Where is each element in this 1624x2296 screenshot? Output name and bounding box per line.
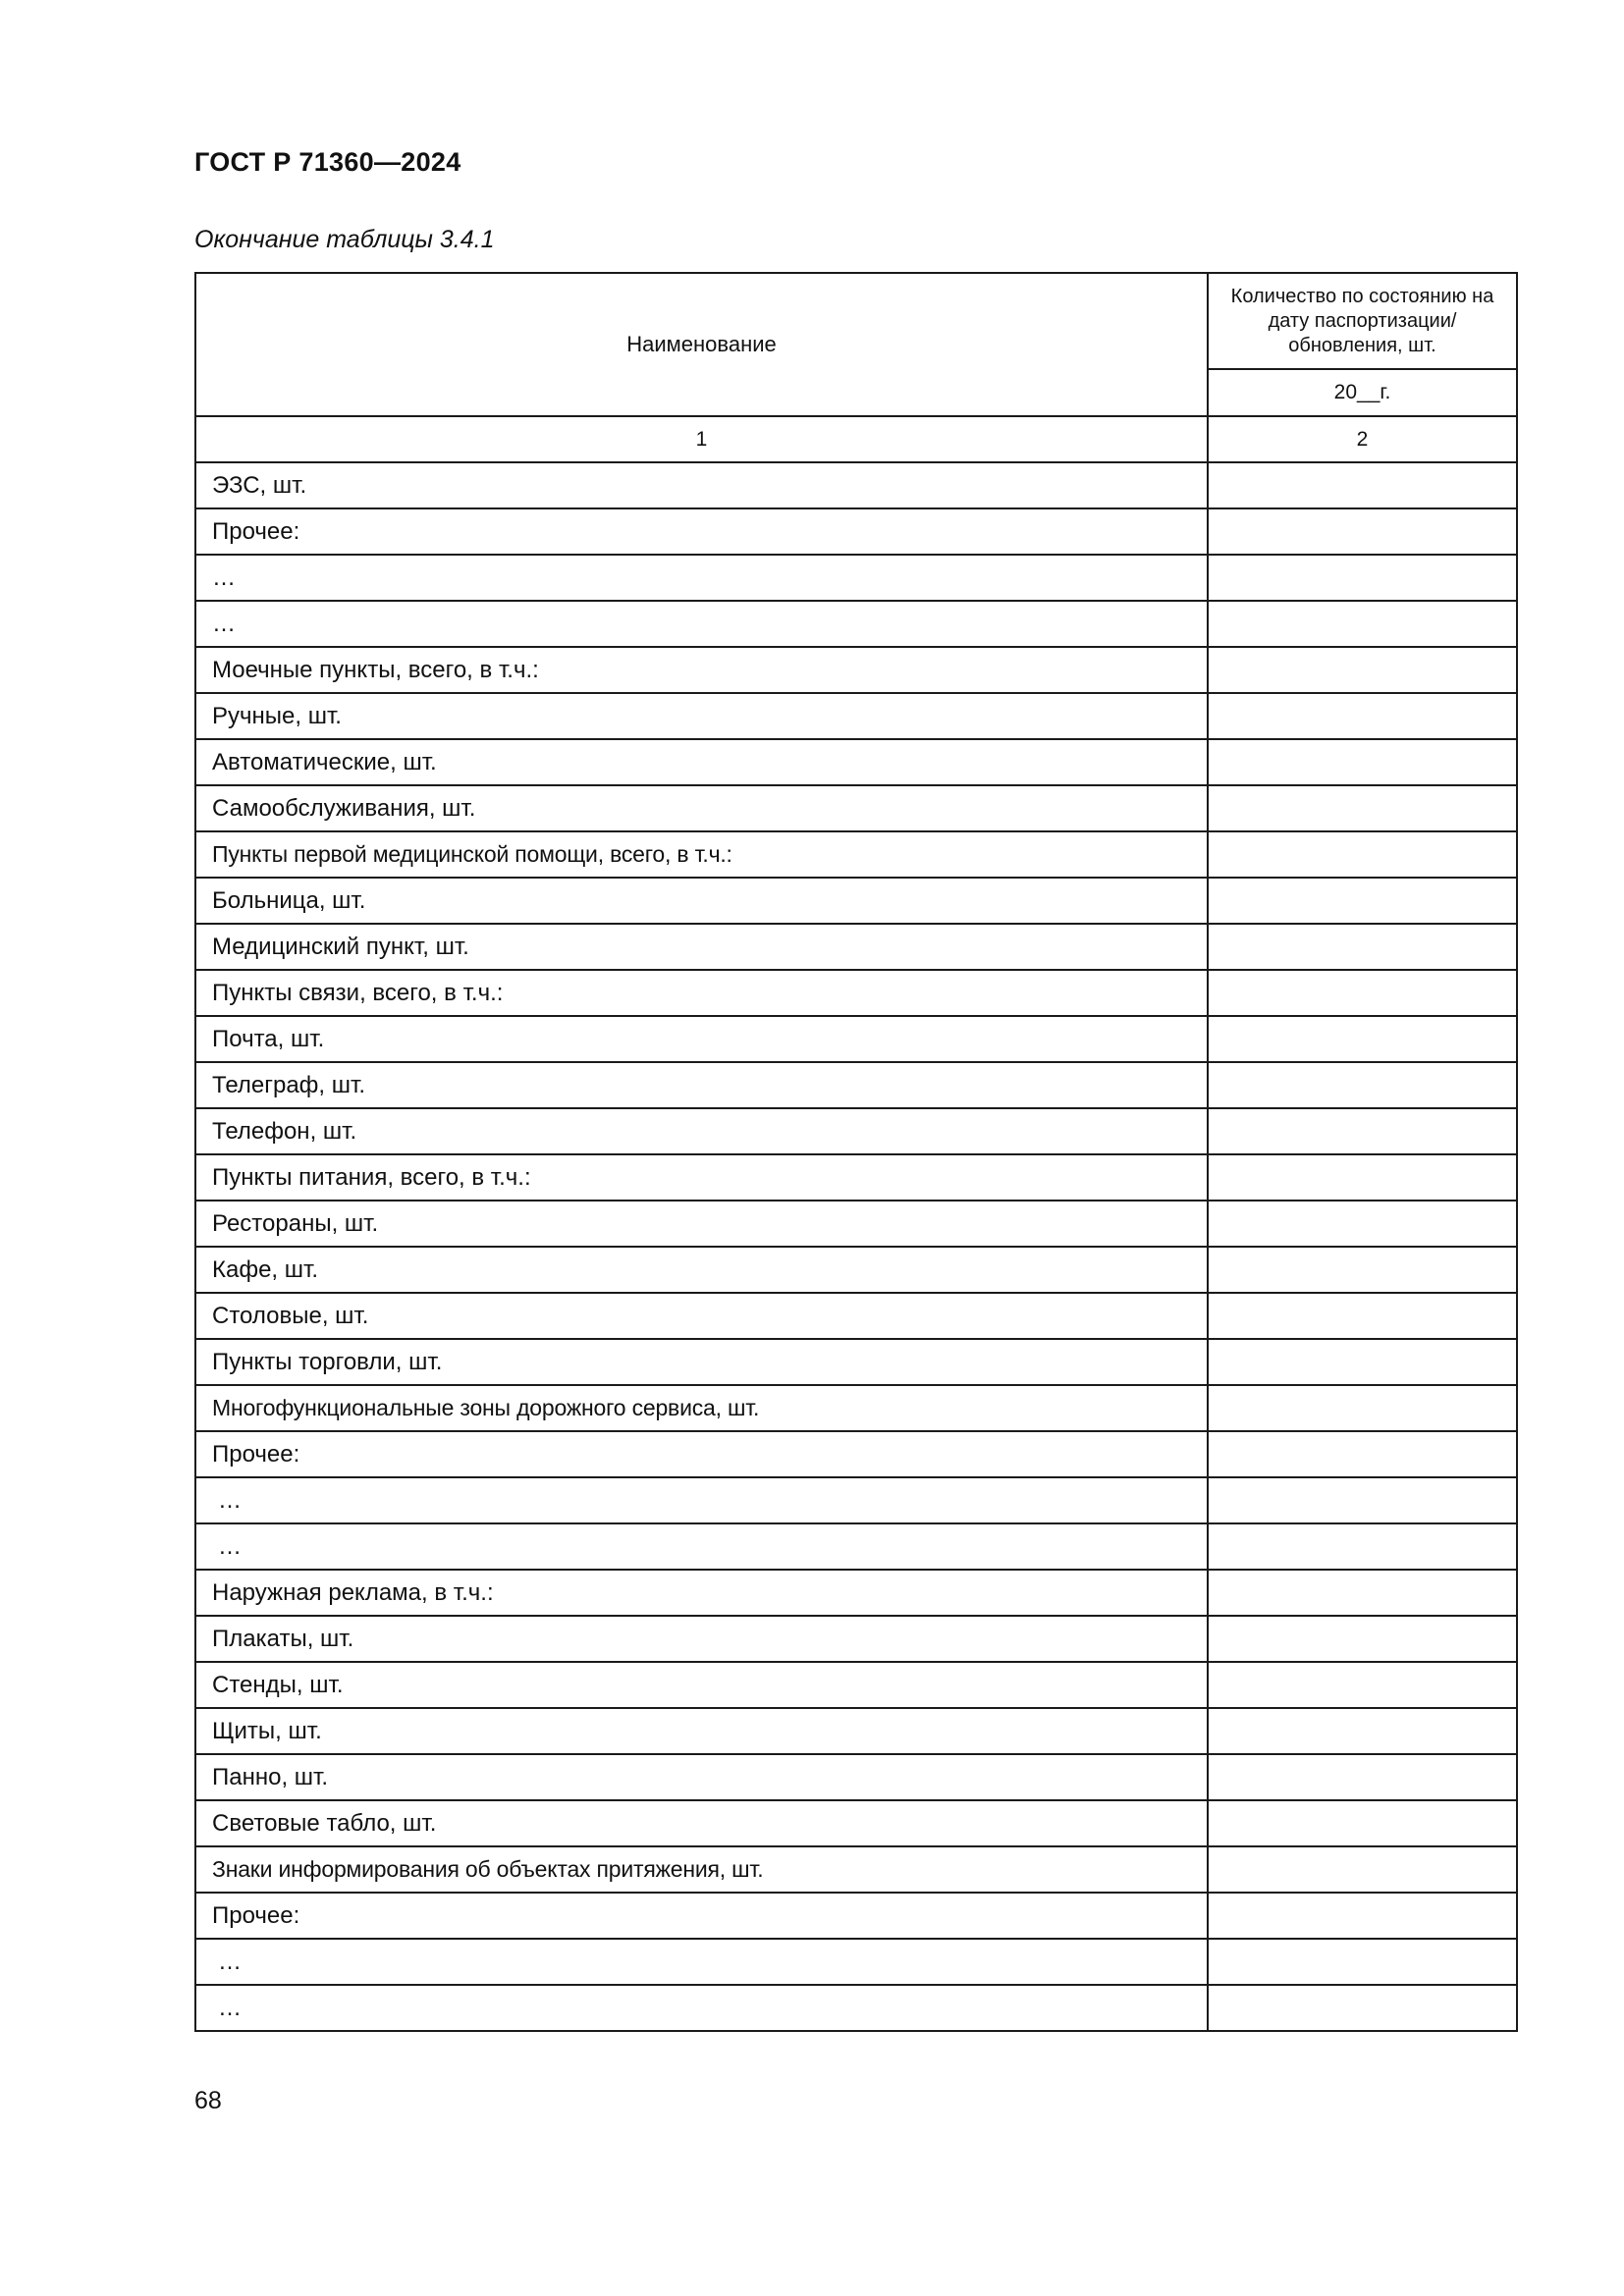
row-name-cell: Ручные, шт. bbox=[195, 693, 1208, 739]
row-quantity-cell bbox=[1208, 1985, 1517, 2031]
table-row bbox=[195, 1339, 1517, 1385]
row-name-cell: Прочее: bbox=[195, 508, 1208, 555]
document-code: ГОСТ Р 71360—2024 bbox=[194, 147, 461, 177]
row-name-cell: Моечные пункты, всего, в т.ч.: bbox=[195, 647, 1208, 693]
table-row bbox=[195, 1616, 1517, 1662]
row-quantity-cell bbox=[1208, 1062, 1517, 1108]
row-quantity-cell bbox=[1208, 1247, 1517, 1293]
table-row bbox=[195, 970, 1517, 1016]
table-row bbox=[195, 1016, 1517, 1062]
row-name-cell: Стенды, шт. bbox=[195, 1662, 1208, 1708]
column-number-2: 2 bbox=[1208, 416, 1517, 462]
table-row bbox=[195, 1385, 1517, 1431]
row-name-cell: Знаки информирования об объектах притяжения, шт. bbox=[195, 1846, 1208, 1893]
row-quantity-cell bbox=[1208, 555, 1517, 601]
row-name-cell: Пункты первой медицинской помощи, всего, в т.ч.: bbox=[195, 831, 1208, 878]
table-row bbox=[195, 1570, 1517, 1616]
table-caption: Окончание таблицы 3.4.1 bbox=[194, 226, 495, 253]
row-quantity-cell bbox=[1208, 785, 1517, 831]
table-row bbox=[195, 462, 1517, 508]
row-quantity-cell bbox=[1208, 1846, 1517, 1893]
column-header-year: 20__г. bbox=[1208, 369, 1517, 416]
row-quantity-cell bbox=[1208, 1939, 1517, 1985]
table-row bbox=[195, 1431, 1517, 1477]
row-name-cell: … bbox=[195, 555, 1208, 601]
row-name-cell: Плакаты, шт. bbox=[195, 1616, 1208, 1662]
row-name-cell: Больница, шт. bbox=[195, 878, 1208, 924]
table-row bbox=[195, 1523, 1517, 1570]
row-name-cell: Столовые, шт. bbox=[195, 1293, 1208, 1339]
table-row bbox=[195, 1477, 1517, 1523]
row-name-cell: Самообслуживания, шт. bbox=[195, 785, 1208, 831]
table-row bbox=[195, 647, 1517, 693]
row-quantity-cell bbox=[1208, 1662, 1517, 1708]
table-row bbox=[195, 1708, 1517, 1754]
passport-table bbox=[194, 272, 1518, 2032]
row-name-cell: Медицинский пункт, шт. bbox=[195, 924, 1208, 970]
row-quantity-cell bbox=[1208, 601, 1517, 647]
table-row bbox=[195, 1846, 1517, 1893]
table-header-row bbox=[195, 273, 1517, 369]
row-quantity-cell bbox=[1208, 508, 1517, 555]
row-quantity-cell bbox=[1208, 1385, 1517, 1431]
row-quantity-cell bbox=[1208, 1201, 1517, 1247]
table-row bbox=[195, 1247, 1517, 1293]
table-row bbox=[195, 1201, 1517, 1247]
row-name-cell: Телеграф, шт. bbox=[195, 1062, 1208, 1108]
row-quantity-cell bbox=[1208, 1431, 1517, 1477]
row-name-cell: Кафе, шт. bbox=[195, 1247, 1208, 1293]
table-row bbox=[195, 1293, 1517, 1339]
table-row bbox=[195, 1800, 1517, 1846]
row-quantity-cell bbox=[1208, 878, 1517, 924]
row-quantity-cell bbox=[1208, 1570, 1517, 1616]
row-name-cell: Наружная реклама, в т.ч.: bbox=[195, 1570, 1208, 1616]
table-row bbox=[195, 601, 1517, 647]
table-row bbox=[195, 1985, 1517, 2031]
row-name-cell: Пункты питания, всего, в т.ч.: bbox=[195, 1154, 1208, 1201]
table-row bbox=[195, 1108, 1517, 1154]
row-name-cell: Световые табло, шт. bbox=[195, 1800, 1208, 1846]
row-name-cell: Пункты торговли, шт. bbox=[195, 1339, 1208, 1385]
table-row bbox=[195, 1939, 1517, 1985]
table-row bbox=[195, 1754, 1517, 1800]
column-header-name: Наименование bbox=[195, 273, 1208, 416]
row-quantity-cell bbox=[1208, 970, 1517, 1016]
row-quantity-cell bbox=[1208, 1893, 1517, 1939]
table-row bbox=[195, 924, 1517, 970]
row-quantity-cell bbox=[1208, 1523, 1517, 1570]
row-name-cell: … bbox=[195, 1985, 1208, 2031]
table-row bbox=[195, 1893, 1517, 1939]
column-header-quantity: Количество по состоянию на дату паспортизации/ обновления, шт. bbox=[1208, 273, 1517, 369]
row-quantity-cell bbox=[1208, 739, 1517, 785]
row-name-cell: … bbox=[195, 601, 1208, 647]
row-quantity-cell bbox=[1208, 1708, 1517, 1754]
row-quantity-cell bbox=[1208, 1339, 1517, 1385]
row-quantity-cell bbox=[1208, 1154, 1517, 1201]
table-row bbox=[195, 1062, 1517, 1108]
row-name-cell: Автоматические, шт. bbox=[195, 739, 1208, 785]
row-quantity-cell bbox=[1208, 1616, 1517, 1662]
row-name-cell: ЭЗС, шт. bbox=[195, 462, 1208, 508]
row-quantity-cell bbox=[1208, 1754, 1517, 1800]
row-quantity-cell bbox=[1208, 462, 1517, 508]
row-quantity-cell bbox=[1208, 647, 1517, 693]
row-name-cell: Прочее: bbox=[195, 1431, 1208, 1477]
row-name-cell: Почта, шт. bbox=[195, 1016, 1208, 1062]
table-row bbox=[195, 878, 1517, 924]
table-body bbox=[195, 462, 1517, 2031]
row-quantity-cell bbox=[1208, 1800, 1517, 1846]
row-name-cell: Прочее: bbox=[195, 1893, 1208, 1939]
row-quantity-cell bbox=[1208, 1108, 1517, 1154]
row-name-cell: Щиты, шт. bbox=[195, 1708, 1208, 1754]
table-row bbox=[195, 508, 1517, 555]
row-name-cell: Рестораны, шт. bbox=[195, 1201, 1208, 1247]
row-name-cell: Пункты связи, всего, в т.ч.: bbox=[195, 970, 1208, 1016]
column-number-row bbox=[195, 416, 1517, 462]
row-name-cell: … bbox=[195, 1523, 1208, 1570]
row-name-cell: Панно, шт. bbox=[195, 1754, 1208, 1800]
column-number-1: 1 bbox=[195, 416, 1208, 462]
table-row bbox=[195, 739, 1517, 785]
row-quantity-cell bbox=[1208, 924, 1517, 970]
page-number: 68 bbox=[194, 2087, 222, 2114]
row-quantity-cell bbox=[1208, 1016, 1517, 1062]
table-row bbox=[195, 831, 1517, 878]
row-name-cell: … bbox=[195, 1939, 1208, 1985]
row-name-cell: Телефон, шт. bbox=[195, 1108, 1208, 1154]
row-name-cell: … bbox=[195, 1477, 1208, 1523]
table-row bbox=[195, 1662, 1517, 1708]
row-quantity-cell bbox=[1208, 831, 1517, 878]
row-quantity-cell bbox=[1208, 1293, 1517, 1339]
row-quantity-cell bbox=[1208, 693, 1517, 739]
row-quantity-cell bbox=[1208, 1477, 1517, 1523]
table-row bbox=[195, 693, 1517, 739]
table-row bbox=[195, 1154, 1517, 1201]
table-row bbox=[195, 555, 1517, 601]
row-name-cell: Многофункциональные зоны дорожного сервиса, шт. bbox=[195, 1385, 1208, 1431]
table-row bbox=[195, 785, 1517, 831]
